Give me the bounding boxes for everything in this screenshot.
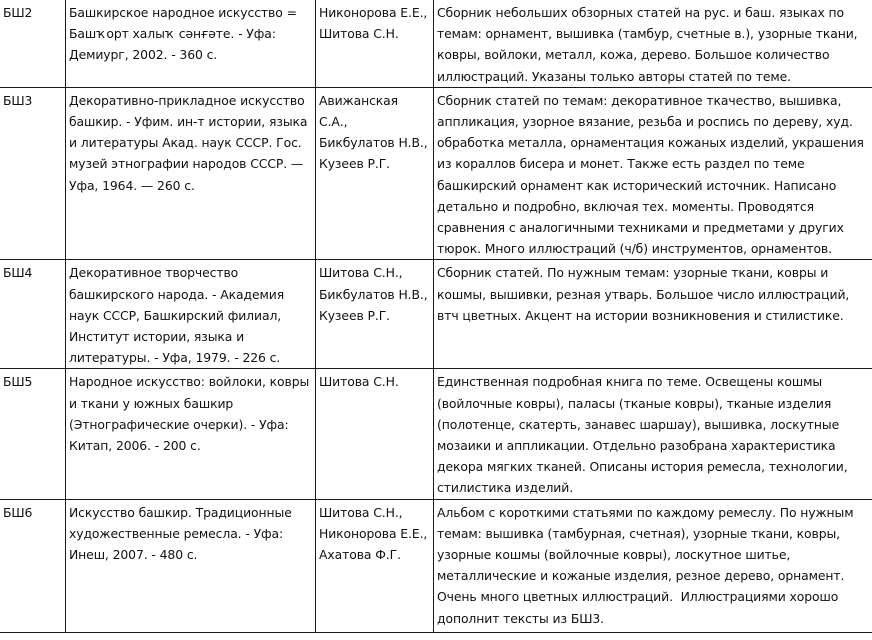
cell-title	[66, 499, 316, 632]
cell-authors	[316, 0, 434, 87]
table-row	[0, 260, 872, 369]
cell-code	[0, 369, 66, 499]
title-text: Башкирское народное искусство = Башҡорт халыҡ сәнғәте. - Уфа: Демиург, 2002. - 360 с.	[69, 5, 297, 63]
authors-text: Шитова С.Н.	[319, 374, 399, 390]
cell-authors	[316, 87, 434, 260]
notes-text: Альбом с короткими статьями по каждому ремеслу. По нужным темам: вышивка (тамбурная, счетная), узорные ткани, ковры, узорные кошмы (войлочные ковры), лоскутное шитье, металлические и кожаные изделия, резное дерево, орнамент. Очень много цветных иллюстраций. Иллюстрациями хорошо дополнит тексты из БШ3.	[437, 504, 854, 626]
cell-code	[0, 499, 66, 632]
cell-code	[0, 260, 66, 369]
code-text: БШ2	[3, 5, 33, 20]
cell-title	[66, 87, 316, 260]
cell-notes	[434, 87, 872, 260]
cell-title	[66, 0, 316, 87]
authors-text: Никонорова Е.Е., Шитова С.Н.	[319, 5, 428, 42]
authors-text: Авижанская С.А., Бикбулатов Н.В., Кузеев Р.Г.	[319, 92, 428, 172]
cell-notes	[434, 0, 872, 87]
table-row	[0, 499, 872, 632]
code-text: БШ3	[3, 92, 33, 108]
cell-title	[66, 260, 316, 369]
cell-code	[0, 87, 66, 260]
cell-code	[0, 0, 66, 87]
cell-authors	[316, 260, 434, 369]
authors-text: Шитова С.Н., Никонорова Е.Е., Ахатова Ф.Г.	[319, 504, 428, 563]
table-row	[0, 87, 872, 260]
notes-text: Сборник статей. По нужным темам: узорные ткани, ковры и кошмы, вышивки, резная утварь. Большое число иллюстраций, втч цветных. Акцент на истории возникновения и стилистике.	[437, 265, 850, 323]
code-text: БШ6	[3, 504, 33, 520]
cell-authors	[316, 499, 434, 632]
cell-authors	[316, 369, 434, 499]
table-row	[0, 369, 872, 499]
cell-notes	[434, 260, 872, 369]
cell-title	[66, 369, 316, 499]
title-text: Искусство башкир. Традиционные художественные ремесла. - Уфа: Инеш, 2007. - 480 с.	[69, 504, 292, 563]
authors-text: Шитова С.Н., Бикбулатов Н.В., Кузеев Р.Г.	[319, 265, 428, 323]
code-text: БШ4	[3, 265, 33, 281]
code-text: БШ5	[3, 374, 33, 390]
title-text: Декоративно-прикладное искусство башкир. - Уфим. ин-т истории, языка и литературы Акад. наук СССР. Гос. музей этнографии народов СССР. — Уфа, 1964. — 260 с.	[69, 92, 308, 193]
notes-text: Единственная подробная книга по теме. Освещены кошмы (войлочные ковры), паласы (тканые ковры), тканые изделия (полотенце, скатерть, занавес шаршау), вышивка, лоскутные мозаики и аппликации. Отдельно разобрана характеристика декора мягких тканей. Описаны история ремесла, технологии, стилистика изделий.	[437, 374, 848, 496]
title-text: Народное искусство: войлоки, ковры и ткани у южных башкир (Этнографические очерки). - Уфа: Китап, 2006. - 200 с.	[69, 374, 310, 454]
cell-notes	[434, 369, 872, 499]
table-row	[0, 0, 872, 87]
notes-text: Сборник небольших обзорных статей на рус. и баш. языках по темам: орнамент, вышивка (тамбур, счетные в.), узорные ткани, ковры, войлоки, металл, кожа, дерево. Большое количество иллюстраций. Указаны только авторы статей по теме.	[437, 5, 858, 84]
title-text: Декоративное творчество башкирского народа. - Академия наук СССР, Башкирский филиал, Институт истории, языка и литературы. - Уфа, 1979. - 226 с.	[69, 265, 285, 366]
cell-notes	[434, 499, 872, 632]
notes-text: Сборник статей по темам: декоративное ткачество, вышивка, аппликация, узорное вязание, резьба и роспись по дереву, худ. обработка металла, орнаментация кожаных изделий, украшения из кораллов бисера и монет. Также есть раздел по теме башкирский орнамент как исторический источник. Написано детально и подробно, включая тех. моменты. Проводятся сравнения с аналогичными техниками и предметами у других тюрок. Много иллюстраций (ч/б) инструментов, орнаментов.	[437, 92, 864, 257]
